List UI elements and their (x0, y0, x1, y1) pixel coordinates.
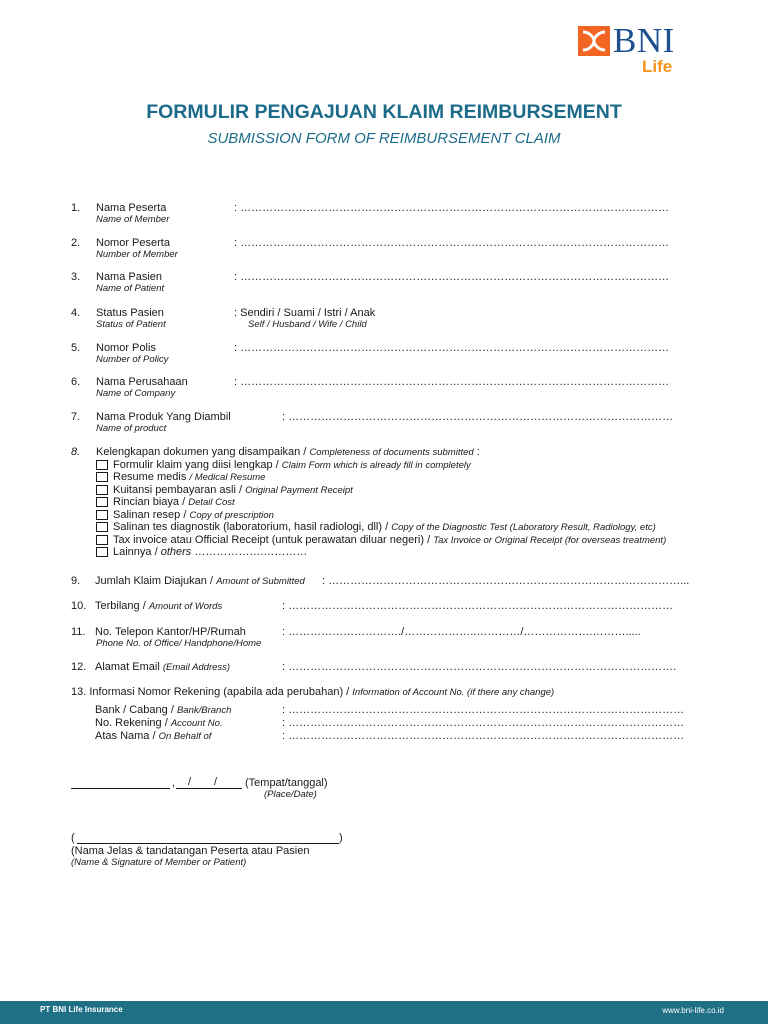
field-number: 13. (71, 686, 87, 698)
doc-label-en: Claim Form which is already fill in completely (281, 460, 471, 471)
date-separator: , (172, 777, 176, 789)
footer-bar (0, 1001, 768, 1024)
bank-branch-label (95, 704, 231, 716)
field-label-company-name: Nama Perusahaan (96, 376, 188, 388)
checkbox-icon[interactable] (96, 460, 108, 470)
bank-info-heading (71, 686, 554, 698)
email-field[interactable]: : ……………………………………………………………………………………………. (282, 661, 677, 673)
field-number: 3. (71, 271, 81, 283)
amount-words-field[interactable]: : …………………………………………………………………………………………… (282, 600, 674, 612)
form-title: FORMULIR PENGAJUAN KLAIM REIMBURSEMENT (146, 101, 622, 123)
place-date-label-en: (Place/Date) (264, 789, 317, 800)
field-number: 8. (71, 446, 81, 458)
checkbox-icon[interactable] (96, 497, 108, 507)
field-label-en: Name of Member (96, 214, 170, 225)
doc-label-en: Copy of the Diagnostic Test (Laboratory Result, Radiology, etc) (391, 522, 656, 533)
footer-website-link[interactable]: www.bni-life.co.id (662, 1006, 724, 1015)
field-label-patient-status: Status Pasien (96, 307, 164, 319)
account-number-label-en: Account No. (170, 718, 223, 729)
date-line[interactable] (176, 788, 242, 789)
checkbox-icon[interactable] (96, 510, 108, 520)
doc-label-en: Copy of prescription (189, 510, 274, 521)
field-number: 2. (71, 237, 81, 249)
date-slash: / (214, 776, 218, 788)
checkbox-icon[interactable] (96, 472, 108, 482)
logo-bni-text: BNI (613, 21, 675, 60)
document-checkbox-tax-invoice[interactable] (96, 534, 666, 546)
documents-label: Kelengkapan dokumen yang disampaikan / (96, 446, 307, 458)
place-line[interactable] (71, 788, 170, 789)
doc-label: Lainnya / (113, 546, 158, 558)
signature-paren-close: ) (339, 832, 343, 844)
email-label (95, 661, 230, 673)
account-holder-label (95, 730, 211, 742)
field-label-en: Name of Patient (96, 283, 165, 294)
claim-amount-label-id: Jumlah Klaim Diajukan / (95, 575, 213, 587)
phone-label: No. Telepon Kantor/HP/Rumah (95, 626, 246, 638)
field-label-en: Number of Policy (96, 354, 169, 365)
field-number: 6. (71, 376, 81, 388)
field-number: 1. (71, 202, 81, 214)
policy-number-field[interactable]: : ……………………………………………………………………………………………………… (234, 342, 670, 354)
claim-amount-label-en: Amount of Submitted (216, 576, 305, 587)
field-number: 7. (71, 411, 81, 423)
field-label-en: Number of Member (96, 249, 178, 260)
bank-branch-field[interactable]: : ……………………………………………………………………………………………… (282, 704, 685, 716)
doc-label-en: Tax Invoice or Original Receipt (for overseas treatment) (433, 535, 667, 546)
account-holder-label-en: On Behalf of (158, 731, 212, 742)
field-label-en: Name of product (96, 423, 167, 434)
field-number: 11. (71, 626, 86, 638)
checkbox-icon[interactable] (96, 547, 108, 557)
checkbox-icon[interactable] (96, 485, 108, 495)
amount-words-label (95, 600, 222, 612)
account-holder-label-id: Atas Nama / (95, 730, 156, 742)
doc-label-en: / Medical Resume (189, 472, 266, 483)
patient-status-options-en: Self / Husband / Wife / Child (248, 319, 367, 330)
documents-label-en: Completeness of documents submitted (309, 447, 474, 458)
others-field[interactable]: ……………….………… (194, 546, 308, 558)
form-subtitle: SUBMISSION FORM OF REIMBURSEMENT CLAIM (207, 130, 561, 147)
field-label-member-number: Nomor Peserta (96, 237, 170, 249)
account-number-label-id: No. Rekening / (95, 717, 168, 729)
signature-line[interactable] (77, 843, 339, 844)
field-number: 5. (71, 342, 81, 354)
field-number: 9. (71, 575, 81, 587)
logo-life-text: Life (642, 57, 673, 76)
amount-words-label-en: Amount of Words (148, 601, 223, 612)
doc-label: Tax invoice atau Official Receipt (untuk perawatan diluar negeri) / (113, 534, 431, 546)
patient-name-field[interactable]: : ……………………………………………………………………………………………………… (234, 271, 670, 283)
doc-label: Resume medis (113, 471, 187, 483)
doc-label-en: Original Payment Receipt (245, 485, 353, 496)
field-number: 12. (71, 661, 87, 673)
field-label-policy-number: Nomor Polis (96, 342, 156, 354)
date-slash: / (188, 776, 192, 788)
member-name-field[interactable]: : ……………………………………………………………………………………………………… (234, 202, 670, 214)
footer-company: PT BNI Life Insurance (40, 1005, 123, 1014)
phone-field[interactable]: : …………………………./………………..…………/……………….………..... (282, 626, 641, 638)
field-label-patient-name: Nama Pasien (96, 271, 163, 283)
account-number-label (95, 717, 223, 729)
document-checkbox-claim-form[interactable] (96, 459, 471, 471)
document-checkbox-payment-receipt[interactable] (96, 484, 353, 496)
bank-branch-label-id: Bank / Cabang / (95, 704, 174, 716)
signature-label-en: (Name & Signature of Member or Patient) (71, 857, 247, 868)
email-label-en: (Email Address) (162, 662, 231, 673)
field-label-product-name: Nama Produk Yang Diambil (96, 411, 231, 423)
doc-label: Salinan resep / (113, 509, 187, 521)
document-checkbox-detail-cost[interactable] (96, 496, 235, 508)
account-number-field[interactable]: : ……………………………………………………………………………………………… (282, 717, 685, 729)
field-number: 10. (71, 600, 87, 612)
bank-branch-label-en: Bank/Branch (176, 705, 232, 716)
bank-info-label: Informasi Nomor Rekening (apabila ada perubahan) / (89, 686, 350, 698)
documents-heading (96, 446, 480, 458)
documents-colon: : (476, 446, 480, 458)
doc-label-en: others (160, 546, 192, 558)
field-label-en: Name of Company (96, 388, 176, 399)
field-number: 4. (71, 307, 81, 319)
bni-logo-mark-icon (578, 26, 610, 56)
product-name-field[interactable]: : …………………………………………………………………………………………… (282, 411, 674, 423)
document-checkbox-diagnostic-test[interactable] (96, 521, 656, 533)
account-holder-field[interactable]: : ……………………………………………………………………………………………… (282, 730, 685, 742)
doc-label-en: Detail Cost (188, 497, 235, 508)
signature-label: (Nama Jelas & tandatangan Peserta atau Pasien (71, 845, 310, 857)
doc-label: Kuitansi pembayaran asli / (113, 484, 243, 496)
doc-label: Formulir klaim yang diisi lengkap / (113, 459, 279, 471)
doc-label: Rincian biaya / (113, 496, 186, 508)
amount-words-label-id: Terbilang / (95, 600, 146, 612)
email-label-id: Alamat Email (95, 661, 160, 673)
claim-amount-label (95, 575, 305, 587)
doc-label: Salinan tes diagnostik (laboratorium, hasil radiologi, dll) / (113, 521, 389, 533)
place-date-label: (Tempat/tanggal) (245, 777, 328, 789)
patient-status-options[interactable]: : Sendiri / Suami / Istri / Anak (234, 307, 376, 319)
field-label-member-name: Nama Peserta (96, 202, 167, 214)
bank-info-label-en: Information of Account No. (if there any change) (352, 687, 555, 698)
company-name-field[interactable]: : ……………………………………………………………………………………………………… (234, 376, 670, 388)
field-label-en: Status of Patient (96, 319, 166, 330)
document-checkbox-prescription[interactable] (96, 509, 274, 521)
signature-paren-open: ( (71, 832, 75, 844)
bni-life-logo (578, 22, 698, 80)
member-number-field[interactable]: : ……………………………………………………………………………………………………… (234, 237, 670, 249)
checkbox-icon[interactable] (96, 522, 108, 532)
checkbox-icon[interactable] (96, 535, 108, 545)
document-checkbox-others[interactable] (96, 546, 307, 558)
document-checkbox-medical-resume[interactable] (96, 471, 265, 483)
phone-label-en: Phone No. of Office/ Handphone/Home (96, 638, 262, 649)
claim-amount-field[interactable]: : ……………………………………………………………………………………... (322, 575, 690, 587)
